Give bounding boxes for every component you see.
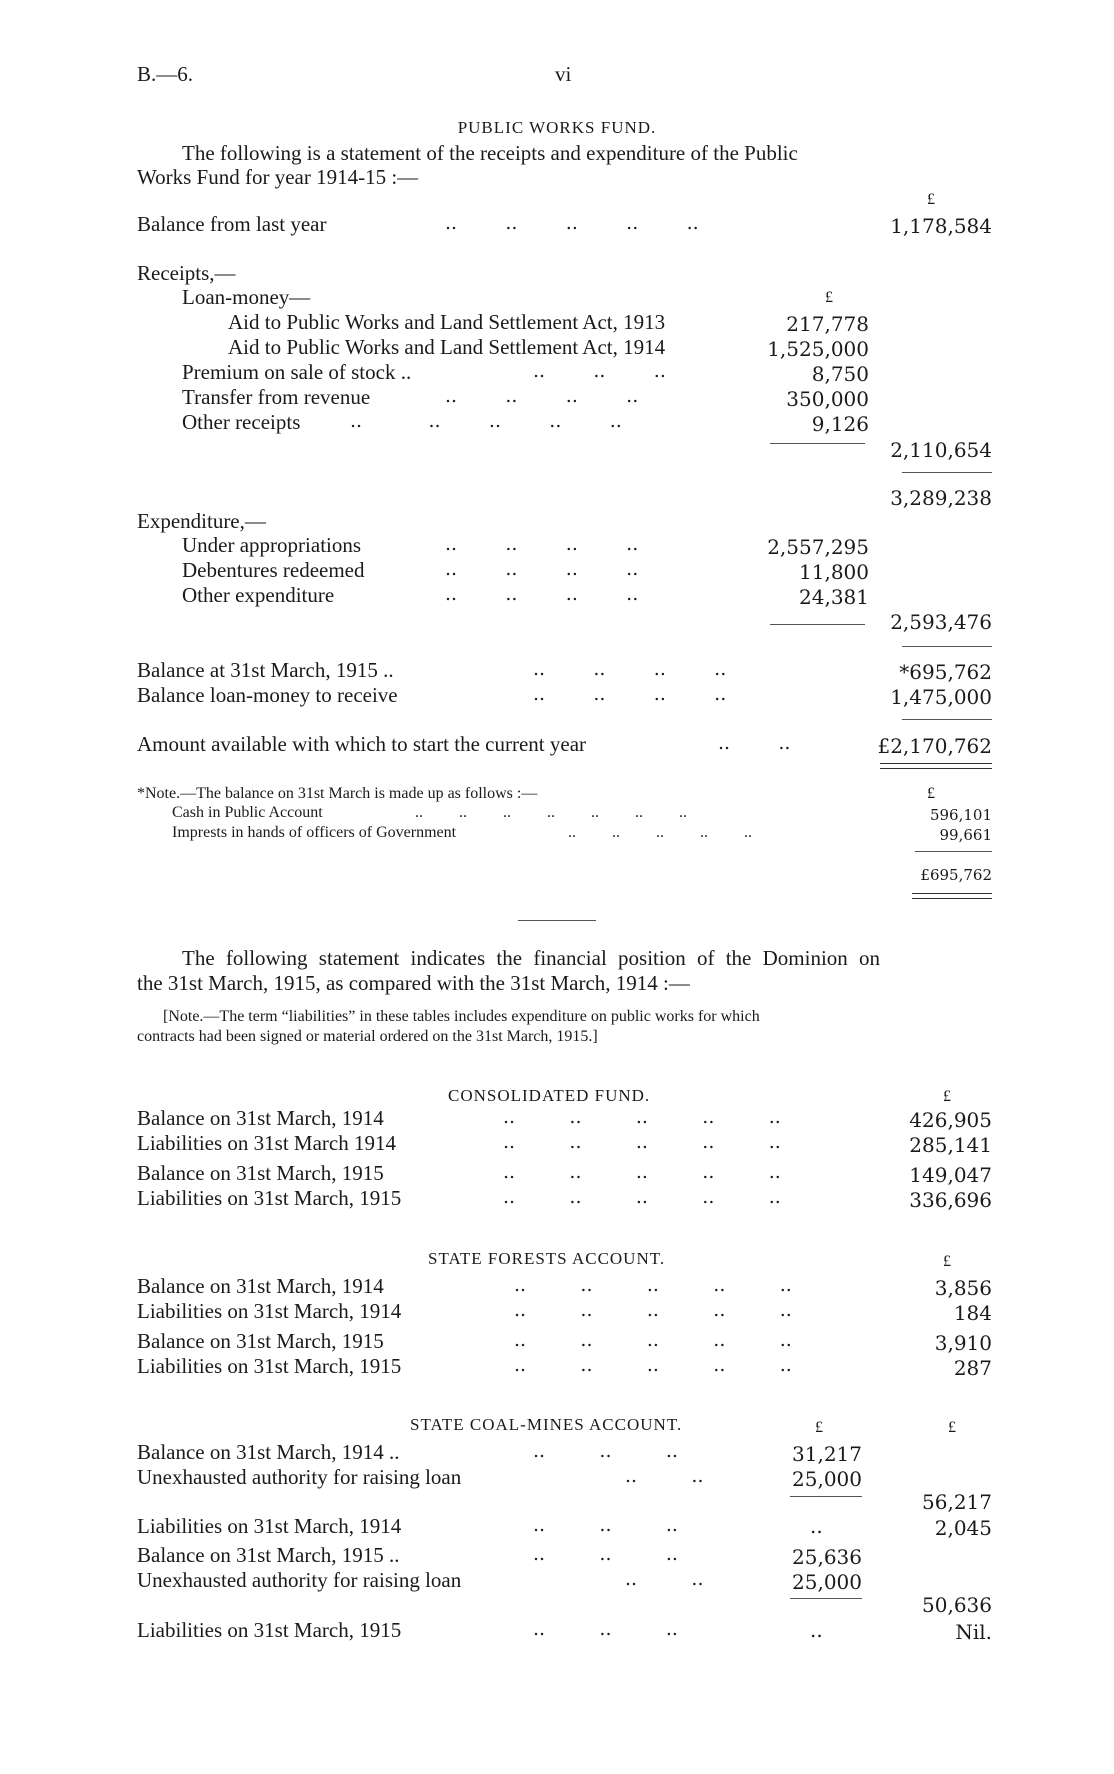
leader-dots: .. .. .. ..	[533, 658, 727, 680]
forests-title: STATE FORESTS ACCOUNT.	[428, 1249, 666, 1268]
receipts-total: 2,110,654	[890, 438, 992, 462]
leader-dots: .. .. ..	[533, 1514, 678, 1536]
pwf-pound-col2: £	[927, 191, 935, 208]
position-note-line-1: [Note.—The term “liabilities” in these tables includes expenditure on public works for which	[163, 1008, 760, 1025]
aid-1914-value: 1,525,000	[767, 337, 869, 361]
leader-dots: .. ..	[718, 732, 791, 754]
leader-dots: .. .. .. .. ..	[514, 1354, 792, 1376]
coal-pound-col2: £	[948, 1419, 956, 1436]
coal-bal1914-value: 31,217	[792, 1442, 862, 1466]
consolidated-title: CONSOLIDATED FUND.	[448, 1086, 651, 1105]
balance-march-label: Balance at 31st March, 1915 ..	[137, 658, 394, 682]
aid-1913-label: Aid to Public Works and Land Settlement Act, 1913	[228, 310, 666, 334]
expenditure-total: 2,593,476	[890, 610, 992, 634]
loan-receive-value: 1,475,000	[890, 685, 992, 709]
leader-dots: .. .. .. .. ..	[445, 212, 699, 234]
balance-last-year-label: Balance from last year	[137, 212, 327, 236]
total-rule	[902, 646, 992, 647]
leader-dots: .. .. .. .. ..	[514, 1274, 792, 1296]
leader-dots: .. .. .. ..	[533, 683, 727, 705]
pwf-intro-line-2: Works Fund for year 1914-15 :—	[137, 165, 419, 189]
amount-available-label: Amount available with which to start the current year	[137, 732, 587, 756]
grand-total: 3,289,238	[890, 486, 992, 510]
double-rule-bottom	[912, 898, 992, 899]
coal-liab1915-label: Liabilities on 31st March, 1915	[137, 1618, 402, 1642]
coal-bal1914-label: Balance on 31st March, 1914 ..	[137, 1440, 400, 1464]
transfer-label: Transfer from revenue	[182, 385, 371, 409]
page-ref: B.—6.	[137, 62, 194, 86]
coal-liab1914-col1: ..	[810, 1514, 823, 1538]
leader-dots: .. .. ..	[533, 1543, 678, 1565]
coal-sum-1914: 56,217	[922, 1490, 992, 1514]
imprests-label: Imprests in hands of officers of Government	[172, 824, 457, 841]
premium-label: Premium on sale of stock ..	[182, 360, 412, 384]
note-total: £695,762	[920, 866, 992, 884]
transfer-value: 350,000	[786, 387, 869, 411]
leader-dots: .. ..	[625, 1568, 704, 1590]
premium-value: 8,750	[811, 362, 869, 386]
leader-dots: .. .. .. ..	[445, 583, 639, 605]
cash-label: Cash in Public Account	[172, 804, 323, 821]
forests-row-label: Balance on 31st March, 1915	[137, 1329, 384, 1353]
other-expenditure-value: 24,381	[799, 585, 869, 609]
balance-march-value: *695,762	[899, 660, 992, 684]
coal-bal1915-value: 25,636	[792, 1545, 862, 1569]
consolidated-row-label: Liabilities on 31st March, 1915	[137, 1186, 402, 1210]
double-rule-bottom	[880, 768, 992, 769]
aid-1914-label: Aid to Public Works and Land Settlement Act, 1914	[228, 335, 666, 359]
consolidated-row-label: Balance on 31st March, 1914	[137, 1106, 384, 1130]
forests-row-value: 184	[953, 1301, 992, 1325]
consolidated-row-label: Liabilities on 31st March 1914	[137, 1131, 396, 1155]
position-note-line-2: contracts had been signed or material ordered on the 31st March, 1915.]	[137, 1028, 598, 1045]
coal-bal1915-label: Balance on 31st March, 1915 ..	[137, 1543, 400, 1567]
note-heading: *Note.—The balance on 31st March is made up as follows :—	[137, 785, 538, 802]
leader-dots: .. .. .. .. ..	[503, 1106, 781, 1128]
subtotal-rule	[770, 624, 865, 625]
aid-1913-value: 217,778	[786, 312, 869, 336]
subtotal-rule	[790, 1496, 862, 1497]
coal-liab1915-col1: ..	[810, 1618, 823, 1642]
subtotal-rule	[770, 443, 865, 444]
amount-available-value: £2,170,762	[877, 734, 992, 758]
double-rule-top	[880, 763, 992, 764]
section-divider	[518, 920, 596, 921]
loan-money-heading: Loan-money—	[182, 285, 311, 309]
position-intro-line-2: the 31st March, 1915, as compared with the 31st March, 1914 :—	[137, 971, 690, 995]
consolidated-pound: £	[943, 1088, 951, 1105]
leader-dots: .. .. .. ..	[445, 533, 639, 555]
forests-row-label: Balance on 31st March, 1914	[137, 1274, 384, 1298]
coal-liab1914-value: 2,045	[934, 1516, 992, 1540]
coal-title: STATE COAL-MINES ACCOUNT.	[410, 1415, 683, 1434]
coal-pound-col1: £	[815, 1419, 823, 1436]
forests-row-value: 3,856	[934, 1276, 992, 1300]
debentures-value: 11,800	[799, 560, 869, 584]
expenditure-heading: Expenditure,—	[137, 509, 266, 533]
leader-dots: .. .. ..	[533, 1440, 678, 1462]
consolidated-row-label: Balance on 31st March, 1915	[137, 1161, 384, 1185]
forests-row-label: Liabilities on 31st March, 1915	[137, 1354, 402, 1378]
balance-last-year-value: 1,178,584	[890, 214, 992, 238]
leader-dots: .. .. .. ..	[445, 385, 639, 407]
leader-dots: .. .. .. .. ..	[503, 1186, 781, 1208]
leader-dots: .. .. .. .. ..	[514, 1329, 792, 1351]
page-number: vi	[555, 62, 572, 86]
coal-unexhausted-label: Unexhausted authority for raising loan	[137, 1465, 462, 1489]
position-intro-line-1: The following statement indicates the financial position of the Dominion on	[182, 946, 881, 970]
forests-row-value: 287	[953, 1356, 992, 1380]
coal-sum-1915: 50,636	[922, 1593, 992, 1617]
coal-liab1914-label: Liabilities on 31st March, 1914	[137, 1514, 402, 1538]
total-rule	[902, 719, 992, 720]
coal-liab1915-value: Nil.	[955, 1620, 992, 1644]
leader-dots: .. .. ..	[533, 1618, 678, 1640]
leader-dots: .. .. .. .. ..	[350, 410, 622, 432]
leader-dots: .. .. .. .. ..	[514, 1299, 792, 1321]
pwf-pound-col1: £	[825, 289, 833, 306]
loan-receive-label: Balance loan-money to receive	[137, 683, 398, 707]
total-rule	[902, 472, 992, 473]
leader-dots: .. .. .. .. ..	[503, 1161, 781, 1183]
coal-unexhausted-value: 25,000	[792, 1570, 862, 1594]
imprests-value: 99,661	[939, 826, 992, 844]
leader-dots: .. .. ..	[533, 360, 666, 382]
note-total-rule	[915, 851, 992, 852]
forests-row-label: Liabilities on 31st March, 1914	[137, 1299, 402, 1323]
subtotal-rule	[790, 1598, 862, 1599]
leader-dots: .. .. .. .. .. .. ..	[415, 804, 687, 821]
coal-unexhausted-value: 25,000	[792, 1467, 862, 1491]
forests-row-value: 3,910	[934, 1331, 992, 1355]
consolidated-row-value: 149,047	[909, 1163, 992, 1187]
consolidated-row-value: 426,905	[909, 1108, 992, 1132]
other-receipts-value: 9,126	[811, 412, 869, 436]
pwf-intro-line-1: The following is a statement of the receipts and expenditure of the Public	[182, 141, 798, 165]
consolidated-row-value: 285,141	[909, 1133, 992, 1157]
consolidated-row-value: 336,696	[909, 1188, 992, 1212]
other-expenditure-label: Other expenditure	[182, 583, 335, 607]
under-appropriations-value: 2,557,295	[767, 535, 869, 559]
leader-dots: .. ..	[625, 1465, 704, 1487]
other-receipts-label: Other receipts	[182, 410, 301, 434]
leader-dots: .. .. .. .. ..	[503, 1131, 781, 1153]
leader-dots: .. .. .. .. ..	[568, 824, 752, 841]
leader-dots: .. .. .. ..	[445, 558, 639, 580]
pwf-title: PUBLIC WORKS FUND.	[457, 118, 657, 137]
receipts-heading: Receipts,—	[137, 261, 236, 285]
coal-unexhausted-label: Unexhausted authority for raising loan	[137, 1568, 462, 1592]
forests-pound: £	[943, 1253, 951, 1270]
debentures-label: Debentures redeemed	[182, 558, 365, 582]
note-pound: £	[927, 785, 935, 802]
under-appropriations-label: Under appropriations	[182, 533, 362, 557]
double-rule-top	[912, 893, 992, 894]
cash-value: 596,101	[929, 806, 992, 824]
